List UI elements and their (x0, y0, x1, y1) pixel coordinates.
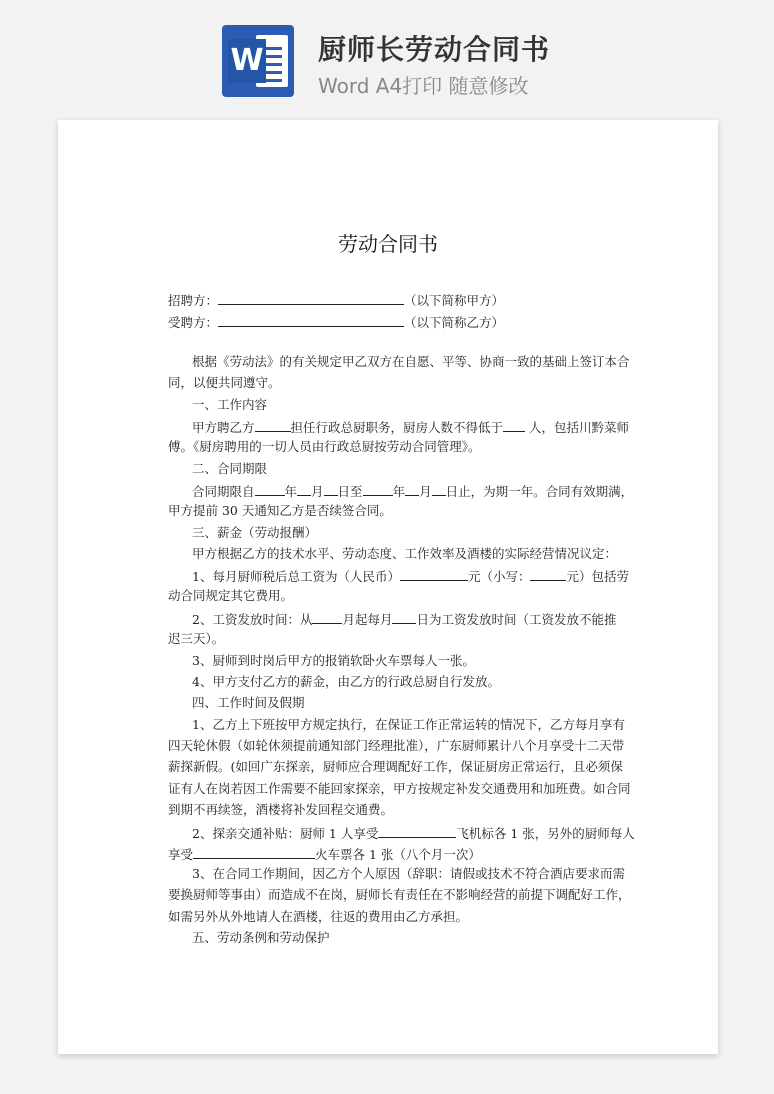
paragraph-line: 到期不再续签，酒楼将补发回程交通费。 (168, 802, 394, 817)
paragraph-line: 2、工资发放时间：从 月起每月 日为工资发放时间（工资发放不能推 (192, 612, 617, 627)
word-badge: W (228, 39, 266, 83)
paragraph-line: 动合同规定其它费用。 (168, 588, 294, 603)
paragraph-line: 1、每月厨师税后总工资为（人民币） 元（小写： 元）包括劳 (192, 569, 629, 584)
section-heading: 四、工作时间及假期 (192, 695, 305, 710)
fill-blank[interactable] (378, 825, 456, 838)
fill-blank[interactable] (193, 846, 315, 859)
fill-blank[interactable] (432, 483, 446, 496)
fill-blank[interactable] (324, 483, 338, 496)
employer-blank[interactable] (218, 292, 404, 305)
paragraph-line: 证有人在岗若因工作需要不能回家探亲，甲方按规定补发交通费用和加班费。如合同 (168, 781, 631, 796)
paragraph-line: 享受 火车票各 1 张（八个月一次） (168, 847, 481, 862)
section-heading: 五、劳动条例和劳动保护 (192, 930, 330, 945)
employee-label: 受聘方： (168, 315, 219, 330)
fill-blank[interactable] (312, 611, 342, 624)
employee-blank[interactable] (218, 314, 404, 327)
paragraph-line: 合同期限自 年 月 日至 年 月 日止，为期一年。合同有效期满， (192, 484, 634, 499)
section-heading: 一、工作内容 (192, 397, 268, 412)
header-subtitle: Word A4打印 随意修改 (318, 74, 529, 98)
fill-blank[interactable] (255, 483, 285, 496)
employer-label: 招聘方： (168, 293, 219, 308)
employer-line (168, 292, 504, 308)
paragraph-line: 要换厨师等事由）而造成不在岗，厨师长有责任在不影响经营的前提下调配好工作， (168, 887, 631, 902)
paragraph-line: 根据《劳动法》的有关规定甲乙双方在自愿、平等、协商一致的基础上签订本合 (192, 354, 630, 369)
section-heading: 三、薪金（劳动报酬） (192, 525, 318, 540)
paragraph-line: 3、在合同工作期间，因乙方个人原因（辞职：请假或技术不符合酒店要求而需 (192, 866, 625, 881)
employee-line (168, 314, 504, 330)
fill-blank[interactable] (405, 483, 419, 496)
fill-blank[interactable] (503, 419, 525, 432)
fill-blank[interactable] (400, 568, 468, 581)
fill-blank[interactable] (255, 419, 291, 432)
word-icon (222, 25, 294, 97)
document-title: 劳动合同书 (338, 232, 438, 256)
page-header (0, 0, 774, 112)
paragraph-line: 傅。《厨房聘用的一切人员由行政总厨按劳动合同管理》。 (168, 439, 481, 454)
paragraph-line: 迟三天）。 (168, 631, 225, 646)
paragraph-line: 4、甲方支付乙方的薪金，由乙方的行政总厨自行发放。 (192, 674, 500, 689)
section-heading: 二、合同期限 (192, 461, 268, 476)
employer-note: （以下简称甲方） (404, 293, 505, 308)
document-page (58, 120, 718, 1054)
paragraph-line: 如需另外从外地请人在酒楼，往返的费用由乙方承担。 (168, 909, 469, 924)
paragraph-line: 薪探新假。(如回广东探亲，厨师应合理调配好工作，保证厨房正常运行，且必须保 (168, 759, 623, 774)
paragraph-line: 甲方提前 30 天通知乙方是否续签合同。 (168, 503, 392, 518)
paragraph-line: 3、厨师到时岗后甲方的报销软卧火车票每人一张。 (192, 653, 475, 668)
paragraph-line: 甲方根据乙方的技术水平、劳动态度、工作效率及酒楼的实际经营情况议定： (192, 546, 618, 561)
fill-blank[interactable] (530, 568, 566, 581)
header-title: 厨师长劳动合同书 (318, 33, 551, 66)
paragraph-line: 四天轮休假（如轮休须提前通知部门经理批准），广东厨师累计八个月享受十二天带 (168, 738, 625, 753)
fill-blank[interactable] (392, 611, 416, 624)
employee-note: （以下简称乙方） (404, 315, 505, 330)
paragraph-line: 甲方聘乙方 担任行政总厨职务，厨房人数不得低于 人，包括川黔菜师 (192, 420, 630, 435)
fill-blank[interactable] (363, 483, 393, 496)
paragraph-line: 同，以便共同遵守。 (168, 375, 281, 390)
paragraph-line: 2、探亲交通补贴：厨师 1 人享受 飞机标各 1 张，另外的厨师每人 (192, 826, 635, 841)
paragraph-line: 1、乙方上下班按甲方规定执行，在保证工作正常运转的情况下，乙方每月享有 (192, 717, 625, 732)
fill-blank[interactable] (297, 483, 311, 496)
